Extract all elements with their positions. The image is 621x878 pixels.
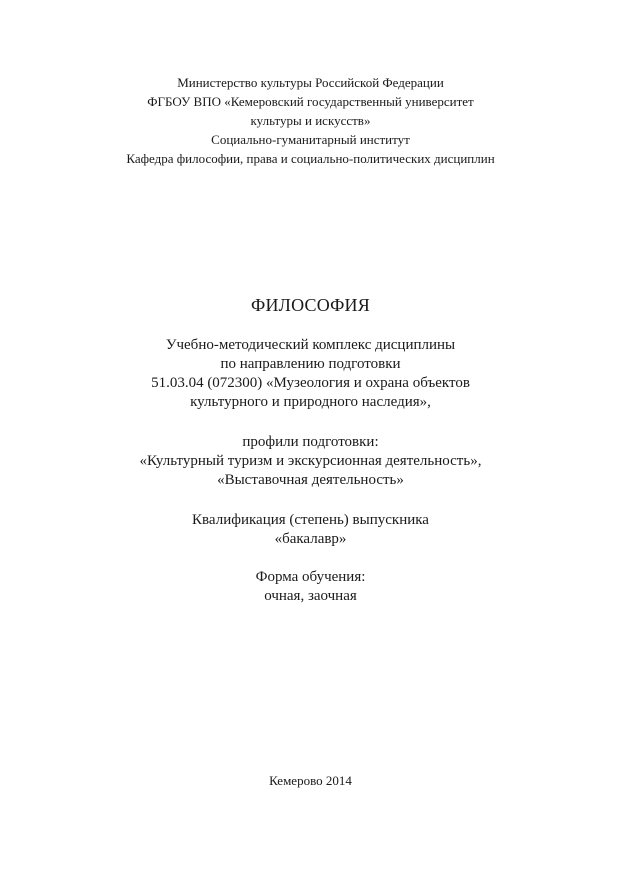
study-form-block xyxy=(0,568,621,606)
study-form-value: очная, заочная xyxy=(264,588,357,604)
department-line: Кафедра философии, права и социально-политических дисциплин xyxy=(126,151,495,166)
training-profiles xyxy=(0,433,621,490)
profile-item-2: «Выставочная деятельность» xyxy=(217,472,404,488)
university-line-cont: культуры и искусств» xyxy=(250,113,371,128)
qualification-block xyxy=(0,511,621,549)
qualification-value: «бакалавр» xyxy=(274,531,347,547)
description-line-2: по направлению подготовки xyxy=(220,356,401,372)
profile-item-1: «Культурный туризм и экскурсионная деятельность», xyxy=(139,453,482,469)
description-line-4: культурного и природного наследия», xyxy=(190,394,431,410)
document-title: ФИЛОСОФИЯ xyxy=(251,295,370,315)
institute-line: Социально-гуманитарный институт xyxy=(211,132,410,147)
place-year: Кемерово 2014 xyxy=(269,773,352,788)
qualification-heading: Квалификация (степень) выпускника xyxy=(192,512,429,528)
university-line: ФГБОУ ВПО «Кемеровский государственный университет xyxy=(147,94,474,109)
study-form-heading: Форма обучения: xyxy=(255,569,366,585)
ministry-line: Министерство культуры Российской Федерации xyxy=(177,75,444,90)
description-line-3: 51.03.04 (072300) «Музеология и охрана объектов xyxy=(151,375,470,391)
place-year-footer xyxy=(0,772,621,790)
institution-header xyxy=(0,73,621,168)
description-line-1: Учебно-методический комплекс дисциплины xyxy=(165,337,456,353)
course-description xyxy=(0,336,621,412)
profiles-heading: профили подготовки: xyxy=(242,434,379,450)
